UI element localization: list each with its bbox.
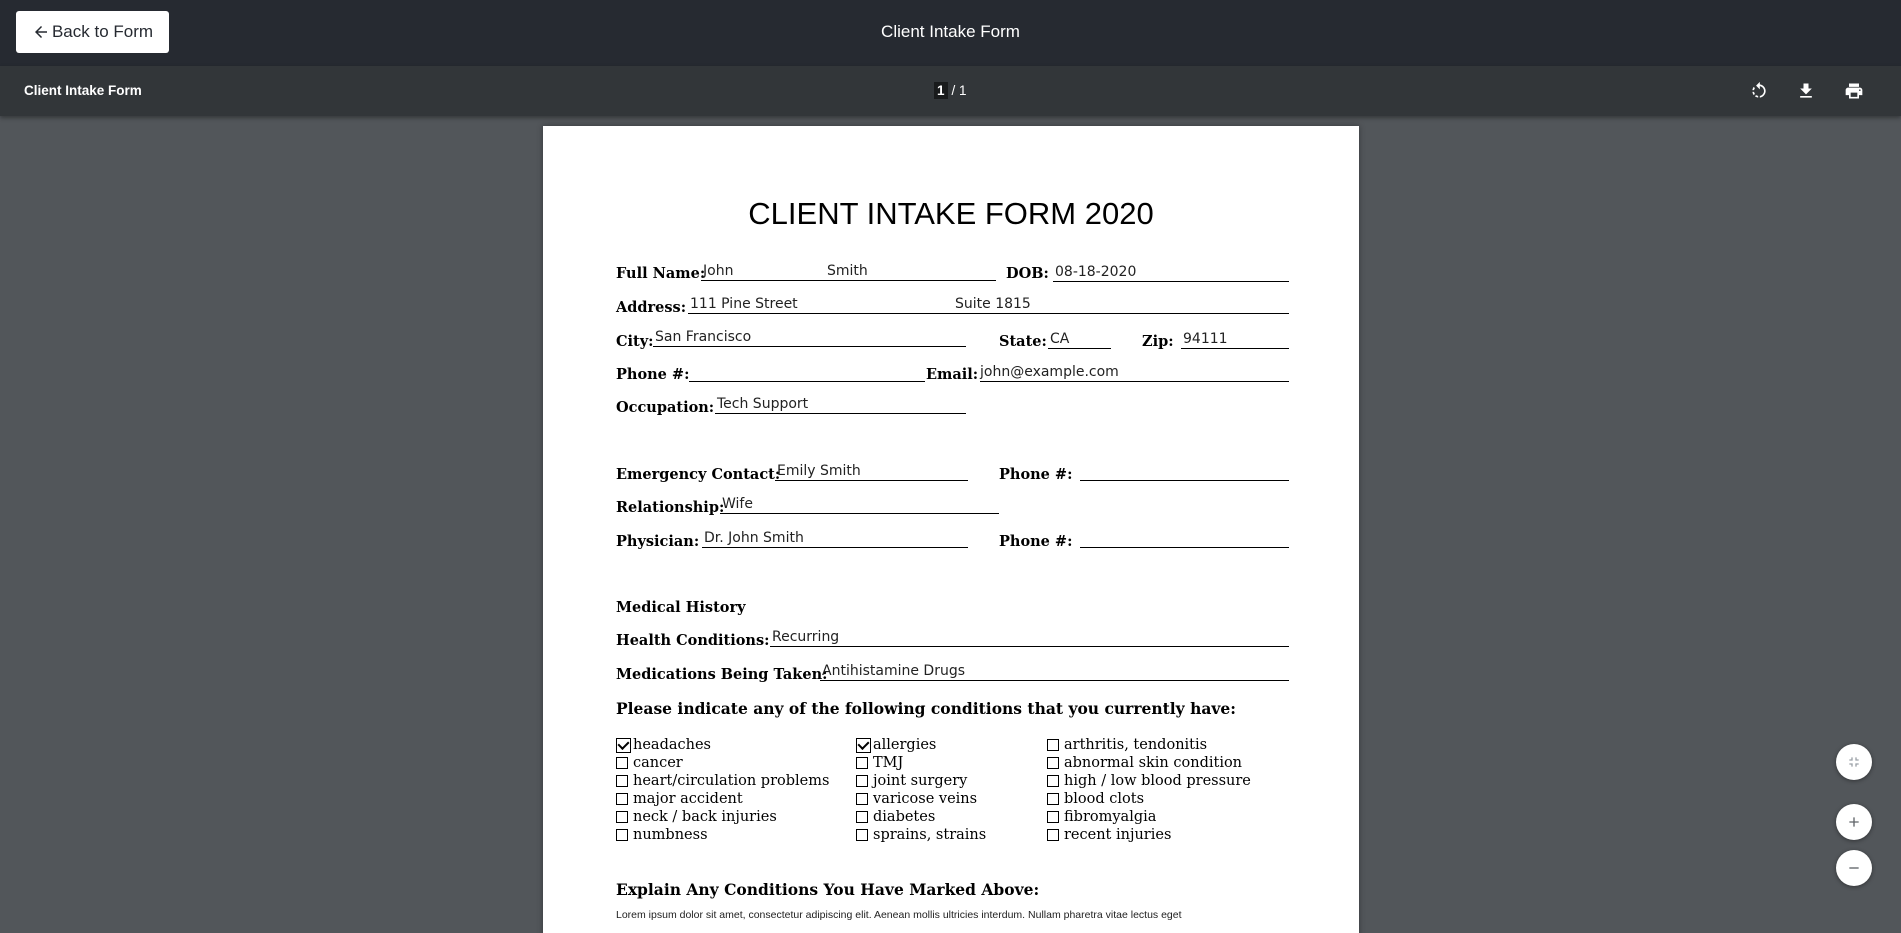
checkbox-checked[interactable] [616, 738, 631, 753]
checkbox-unchecked[interactable] [856, 775, 868, 787]
medications-label: Medications Being Taken: [616, 666, 828, 683]
occupation-label: Occupation: [616, 399, 715, 416]
checkbox-unchecked[interactable] [1047, 811, 1059, 823]
current-page-input[interactable]: 1 [934, 82, 948, 99]
condition-item[interactable] [856, 754, 903, 772]
address-label: Address: [616, 299, 687, 316]
health-conditions-line [770, 629, 1289, 647]
first-name-value: John [703, 263, 734, 279]
condition-item[interactable] [1047, 826, 1171, 844]
condition-item[interactable] [856, 826, 986, 844]
checkbox-unchecked[interactable] [1047, 775, 1059, 787]
condition-label: cancer [633, 755, 683, 771]
checkbox-unchecked[interactable] [856, 829, 868, 841]
relationship-value: Wife [722, 496, 753, 512]
condition-item[interactable] [1047, 754, 1242, 772]
checkbox-unchecked[interactable] [1047, 739, 1059, 751]
condition-item[interactable] [1047, 772, 1251, 790]
address2-value: Suite 1815 [955, 296, 1031, 312]
medical-history-heading: Medical History [616, 599, 746, 616]
form-title: CLIENT INTAKE FORM 2020 [748, 196, 1154, 231]
condition-item[interactable] [1047, 790, 1144, 808]
condition-label: numbness [633, 827, 708, 843]
condition-item[interactable] [616, 736, 711, 754]
download-icon[interactable] [1796, 81, 1816, 101]
emergency-contact-value: Emily Smith [777, 463, 861, 479]
condition-item[interactable] [616, 826, 708, 844]
checkbox-unchecked[interactable] [1047, 829, 1059, 841]
state-label: State: [999, 333, 1047, 350]
checkbox-unchecked[interactable] [616, 811, 628, 823]
condition-label: sprains, strains [873, 827, 987, 843]
physician-phone-line [1080, 530, 1289, 548]
zoom-out-icon [1846, 860, 1862, 876]
relationship-label: Relationship: [616, 499, 725, 516]
condition-item[interactable] [616, 808, 777, 826]
condition-item[interactable] [1047, 808, 1156, 826]
print-icon[interactable] [1844, 81, 1864, 101]
pdf-page [543, 126, 1359, 933]
physician-value: Dr. John Smith [704, 530, 804, 546]
condition-label: recent injuries [1064, 827, 1172, 843]
condition-label: allergies [873, 737, 937, 753]
explain-text: Lorem ipsum dolor sit amet, consectetur adipiscing elit. Aenean mollis ultricies interdum. Nullam pharetra vitae lectus eget [616, 909, 1182, 921]
checkbox-unchecked[interactable] [1047, 793, 1059, 805]
checkbox-unchecked[interactable] [856, 793, 868, 805]
app-header [0, 0, 1901, 66]
email-label: Email: [926, 366, 979, 383]
page-total: / 1 [951, 83, 967, 98]
condition-label: TMJ [873, 755, 904, 771]
condition-label: neck / back injuries [633, 809, 777, 825]
address-value: 111 Pine Street [690, 296, 798, 312]
condition-label: heart/circulation problems [633, 773, 830, 789]
zoom-in-button[interactable] [1836, 804, 1872, 840]
condition-item[interactable] [616, 754, 683, 772]
emergency-contact-label: Emergency Contact: [616, 466, 781, 483]
condition-label: varicose veins [873, 791, 978, 807]
dob-value: 08-18-2020 [1055, 264, 1137, 280]
fit-to-page-button[interactable] [1836, 744, 1872, 780]
condition-item[interactable] [616, 790, 743, 808]
phone-label: Phone #: [616, 366, 690, 383]
city-value: San Francisco [655, 329, 752, 345]
condition-item[interactable] [856, 808, 935, 826]
condition-label: blood clots [1064, 791, 1145, 807]
conditions-prompt: Please indicate any of the following conditions that you currently have: [616, 699, 1236, 718]
fit-to-page-icon [1846, 754, 1862, 770]
phone-line [689, 364, 925, 382]
physician-label: Physician: [616, 533, 700, 550]
condition-label: abnormal skin condition [1064, 755, 1243, 771]
condition-label: headaches [633, 737, 711, 753]
state-value: CA [1050, 331, 1070, 347]
rotate-icon[interactable] [1749, 81, 1769, 101]
zip-label: Zip: [1142, 333, 1174, 350]
back-button-label: Back to Form [51, 22, 154, 41]
condition-label: fibromyalgia [1064, 809, 1157, 825]
condition-item[interactable] [856, 790, 977, 808]
relationship-line [720, 496, 999, 514]
zoom-out-button[interactable] [1836, 850, 1872, 886]
checkbox-unchecked[interactable] [856, 811, 868, 823]
condition-label: major accident [633, 791, 743, 807]
zip-value: 94111 [1183, 331, 1228, 347]
condition-label: diabetes [873, 809, 936, 825]
occupation-value: Tech Support [717, 396, 809, 412]
condition-label: joint surgery [873, 773, 968, 789]
checkbox-unchecked[interactable] [616, 757, 628, 769]
physician-phone-label: Phone #: [999, 533, 1073, 550]
full-name-label: Full Name: [616, 265, 706, 282]
emergency-phone-line [1080, 463, 1289, 481]
last-name-value: Smith [827, 263, 868, 279]
checkbox-unchecked[interactable] [856, 757, 868, 769]
condition-item[interactable] [856, 736, 936, 754]
condition-label: arthritis, tendonitis [1064, 737, 1208, 753]
checkbox-unchecked[interactable] [1047, 757, 1059, 769]
zoom-in-icon [1846, 814, 1862, 830]
condition-item[interactable] [616, 772, 829, 790]
emergency-phone-label: Phone #: [999, 466, 1073, 483]
health-conditions-value: Recurring [772, 629, 840, 645]
email-value: john@example.com [980, 364, 1119, 380]
document-title: Client Intake Form [24, 83, 142, 98]
explain-heading: Explain Any Conditions You Have Marked Above: [616, 880, 1040, 899]
checkbox-checked[interactable] [856, 738, 871, 753]
checkbox-unchecked[interactable] [616, 793, 628, 805]
page-title: Client Intake Form [881, 22, 1020, 41]
dob-label: DOB: [1006, 265, 1049, 282]
condition-item[interactable] [856, 772, 967, 790]
condition-item[interactable] [1047, 736, 1207, 754]
pdf-viewer-toolbar [0, 66, 1901, 116]
page-indicator [934, 82, 967, 99]
health-conditions-label: Health Conditions: [616, 632, 770, 649]
checkbox-unchecked[interactable] [616, 775, 628, 787]
condition-label: high / low blood pressure [1064, 773, 1251, 789]
checkbox-unchecked[interactable] [616, 829, 628, 841]
medications-value: Antihistamine Drugs [822, 663, 966, 679]
city-label: City: [616, 333, 654, 350]
